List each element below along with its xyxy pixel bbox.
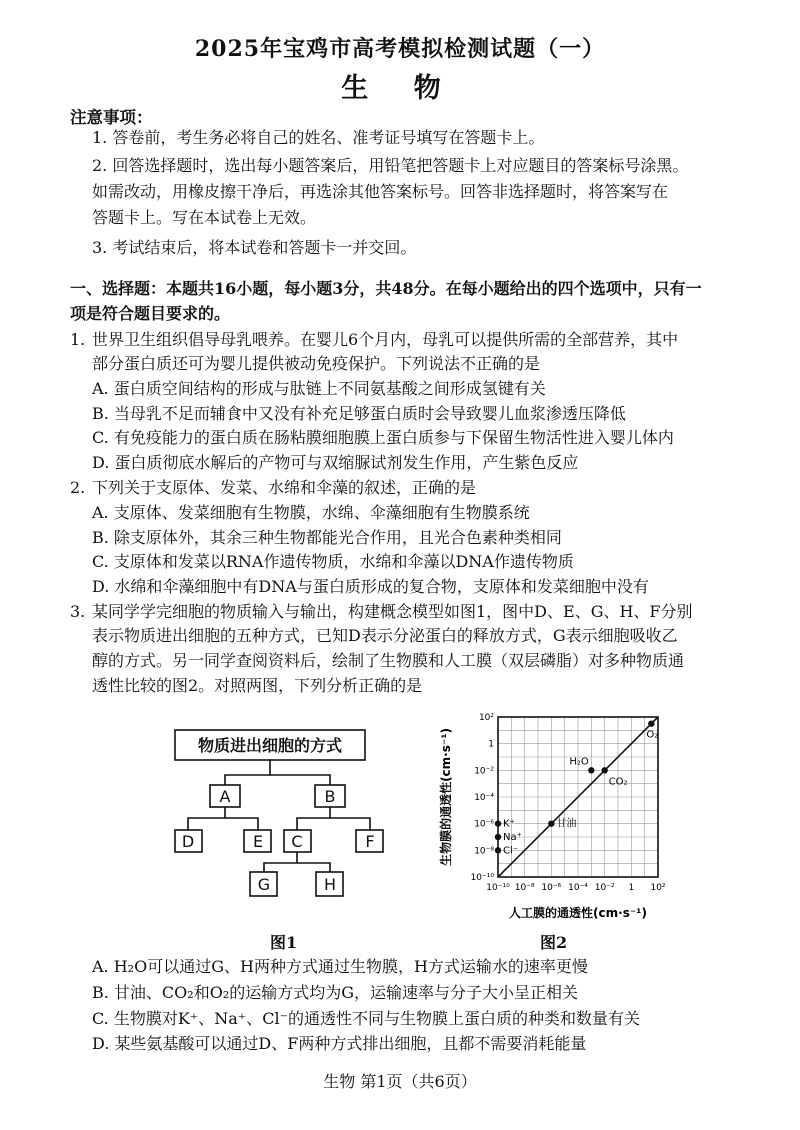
q3-option-d: D. 某些氨基酸可以通过D、F两种方式排出细胞，且都不需要消耗能量: [92, 1034, 587, 1053]
data-point-label: O₂: [646, 729, 659, 741]
q3-stem-2: 表示物质进出细胞的五种方式，已知D表示分泌蛋白的释放方式，G表示细胞吸收乙: [92, 626, 678, 645]
q2-stem: 下列关于支原体、发菜、水绵和伞藻的叙述，正确的是: [92, 478, 477, 497]
subject-title: 生 物: [341, 73, 459, 104]
y-tick-label: 10⁻²: [474, 766, 494, 777]
data-point: [495, 834, 501, 840]
q1-stem-2: 部分蛋白质还可为婴儿提供被动免疫保护。下列说法不正确的是: [92, 354, 541, 373]
data-point: [495, 820, 501, 826]
notice-line-1: 1. 答卷前，考生务必将自己的姓名、准考证号填写在答题卡上。: [92, 128, 545, 147]
data-point: [495, 847, 501, 853]
data-point: [548, 820, 554, 826]
x-tick-labels: [486, 883, 666, 893]
node-a-label: A: [219, 787, 231, 806]
node-c-label: C: [291, 832, 303, 851]
q2-option-c: C. 支原体和发菜以RNA作遗传物质，水绵和伞藻以DNA作遗传物质: [92, 552, 574, 571]
y-axis-label: 生物膜的通透性(cm·s⁻¹): [439, 728, 453, 866]
notice-line-2-cont: 如需改动，用橡皮擦干净后，再选涂其他答案标号。回答非选择题时，将答案写在: [92, 182, 669, 201]
q1-option-d: D. 蛋白质彻底水解后的产物可与双缩脲试剂发生作用，产生紫色反应: [92, 453, 579, 472]
x-tick-label: 10⁻⁸: [514, 883, 535, 893]
y-tick-label: 10²: [478, 713, 494, 723]
q1-option-b: B. 当母乳不足而辅食中又没有补充足够蛋白质时会导致婴儿血浆渗透压降低: [92, 404, 626, 423]
q3-stem-1: 某同学学完细胞的物质输入与输出，构建概念模型如图1，图中D、E、G、H、F分别: [92, 602, 693, 621]
figure1-concept-diagram: [160, 720, 410, 910]
data-point: [601, 767, 607, 773]
q3-stem-3: 醇的方式。另一同学查阅资料后，绘制了生物膜和人工膜（双层磷脂）对多种物质通: [92, 651, 685, 670]
notice-line-2-cont2: 答题卡上。写在本试卷上无效。: [92, 208, 317, 227]
node-b-label: B: [324, 787, 336, 806]
x-tick-label: 10⁻⁴: [568, 883, 588, 893]
data-point-label: H₂O: [569, 756, 589, 768]
data-point-label: CO₂: [608, 776, 628, 788]
q1-option-c: C. 有免疫能力的蛋白质在肠粘膜细胞膜上蛋白质参与下保留生物活性进入婴儿体内: [92, 428, 674, 447]
data-point: [588, 767, 594, 773]
x-tick-label: 1: [628, 883, 635, 893]
node-f-label: F: [365, 832, 375, 851]
node-g-label: G: [257, 875, 271, 894]
y-tick-label: 10⁻⁴: [474, 793, 494, 803]
y-tick-label: 1: [488, 739, 494, 750]
x-tick-label: 10⁻²: [594, 883, 615, 893]
data-point-label: K⁺: [503, 818, 515, 830]
q1-option-a: A. 蛋白质空间结构的形成与肽链上不同氨基酸之间形成氢键有关: [92, 379, 546, 398]
q3-option-b: B. 甘油、CO₂和O₂的运输方式均为G，运输速率与分子大小呈正相关: [92, 983, 579, 1002]
section-heading: 一、选择题：本题共16小题，每小题3分，共48分。在每小题给出的四个选项中，只有一: [70, 279, 702, 298]
figure2-permeability-chart: [430, 705, 670, 930]
figure2-caption: 图2: [540, 933, 568, 952]
root-label: 物质进出细胞的方式: [197, 736, 343, 755]
q1-stem-1: 世界卫生组织倡导母乳喂养。在婴儿6个月内，母乳可以提供所需的全部营养，其中: [92, 330, 679, 349]
q1-number: 1.: [70, 330, 86, 349]
y-tick-label: 10⁻⁸: [474, 846, 494, 857]
page-title: 2025年宝鸡市高考模拟检测试题（一）: [194, 36, 606, 62]
data-point-label: Na⁺: [503, 832, 522, 843]
x-axis-label: 人工膜的通透性(cm·s⁻¹): [509, 906, 647, 920]
q2-option-a: A. 支原体、发菜细胞有生物膜，水绵、伞藻细胞有生物膜系统: [92, 503, 530, 522]
notice-heading: 注意事项：: [70, 108, 153, 127]
notice-line-3: 3. 考试结束后，将本试卷和答题卡一并交回。: [92, 238, 417, 257]
x-tick-label: 10⁻⁶: [541, 883, 562, 893]
q3-number: 3.: [70, 602, 86, 621]
data-point-label: 甘油: [556, 818, 577, 830]
q2-number: 2.: [70, 478, 86, 497]
node-h-label: H: [323, 875, 337, 894]
q2-option-d: D. 水绵和伞藻细胞中有DNA与蛋白质形成的复合物，支原体和发菜细胞中没有: [92, 577, 649, 596]
page-footer: 生物 第1页（共6页）: [323, 1072, 477, 1091]
q2-option-b: B. 除支原体外，其余三种生物都能光合作用，且光合色素种类相同: [92, 528, 562, 547]
x-tick-label: 10²: [650, 883, 666, 893]
y-tick-label: 10⁻¹⁰: [470, 873, 494, 883]
figure1-caption: 图1: [270, 933, 298, 952]
q3-option-c: C. 生物膜对K⁺、Na⁺、Cl⁻的通透性不同与生物膜上蛋白质的种类和数量有关: [92, 1009, 641, 1028]
data-point-label: Cl⁻: [503, 845, 519, 857]
node-e-label: E: [252, 832, 264, 851]
data-point: [648, 720, 654, 726]
x-tick-label: 10⁻¹⁰: [486, 883, 510, 893]
y-tick-labels: [471, 713, 495, 883]
q3-option-a: A. H₂O可以通过G、H两种方式通过生物膜，H方式运输水的速率更慢: [92, 957, 588, 976]
notice-line-2: 2. 回答选择题时，选出每小题答案后，用铅笔把答题卡上对应题目的答案标号涂黑。: [92, 156, 689, 175]
y-tick-label: 10⁻⁶: [474, 819, 494, 830]
q3-stem-4: 透性比较的图2。对照两图，下列分析正确的是: [92, 676, 423, 695]
section-heading-cont: 项是符合题目要求的。: [70, 304, 231, 323]
node-d-label: D: [181, 832, 195, 851]
